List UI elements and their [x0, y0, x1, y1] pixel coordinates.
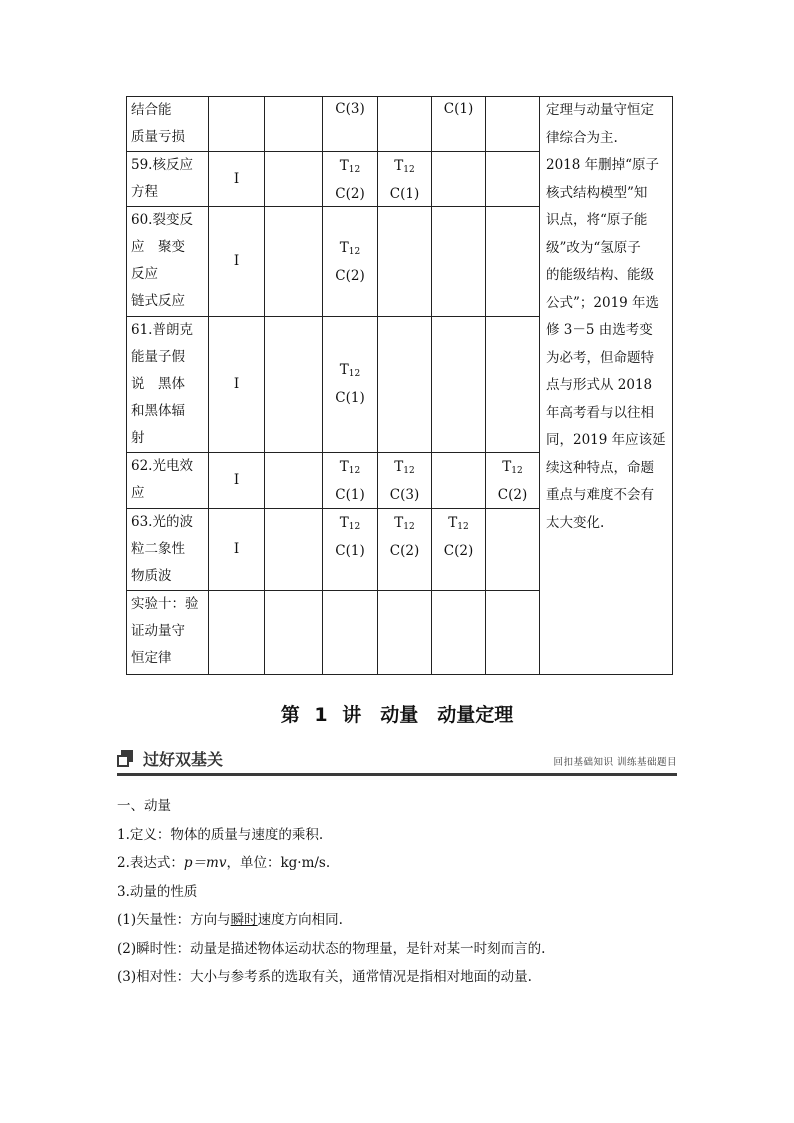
score-code: C(1): [335, 543, 365, 559]
note-line: 续这种特点，命题: [546, 459, 654, 476]
note-line: 年高考看与以往相: [546, 404, 654, 421]
topic-line: 射: [131, 430, 145, 446]
level-cell: I: [209, 207, 265, 317]
topic-line: 链式反应: [131, 293, 185, 309]
question-subscript: 12: [348, 466, 361, 476]
year-cell: [432, 97, 486, 152]
topic-line: 说 黑体: [131, 376, 185, 392]
question-subscript: 12: [348, 369, 361, 379]
question-letter: T: [448, 515, 458, 531]
year-cell: [265, 453, 323, 509]
year-cell: [265, 207, 323, 317]
year-cell: [378, 207, 432, 317]
lecture-title: 第 1 讲 动量 动量定理: [280, 704, 514, 726]
question-letter: T: [394, 459, 404, 475]
question-subscript: 12: [348, 165, 361, 175]
year-cell: [432, 591, 486, 675]
score-code: C(2): [335, 268, 365, 284]
level-cell: I: [209, 152, 265, 207]
year-cell: [323, 97, 378, 152]
table-row: [127, 97, 673, 152]
score-code: C(2): [389, 543, 420, 559]
question-letter: T: [339, 362, 349, 378]
year-cell: [486, 509, 540, 591]
year-cell: [432, 453, 486, 509]
expr-prefix: 2.表达式：: [117, 855, 184, 871]
topic-line: 粒二象性: [131, 541, 185, 557]
question-letter: T: [339, 515, 349, 531]
note-line: 重点与难度不会有: [546, 487, 654, 503]
topic-cell: [127, 97, 209, 152]
expr-suffix: ，单位：kg·m/s.: [226, 855, 331, 871]
expression: [117, 849, 677, 878]
year-cell: [323, 509, 378, 591]
stacked-square-icon: [117, 750, 135, 768]
question-letter: T: [394, 515, 404, 531]
exam-table: [126, 96, 673, 675]
question-subscript: 12: [348, 522, 361, 532]
year-cell: [323, 152, 378, 207]
score-code: C(1): [335, 487, 365, 503]
question-letter: T: [502, 459, 512, 475]
level-cell: [209, 591, 265, 675]
year-cell: [323, 317, 378, 453]
prop1-pre: (1)矢量性：方向与: [117, 912, 231, 928]
question-letter: T: [339, 240, 349, 256]
topic-line: 应 聚变: [131, 239, 185, 255]
note-line: 核式结构模型”知: [546, 184, 648, 201]
level-cell: [209, 97, 265, 152]
topic-line: 实验十：验: [131, 596, 199, 612]
year-cell: [265, 591, 323, 675]
prop-relative: (3)相对性：大小与参考系的选取有关，通常情况是指相对地面的动量.: [117, 969, 532, 985]
section-banner: [117, 748, 677, 772]
year-cell: [265, 317, 323, 453]
year-cell: [323, 591, 378, 675]
year-cell: [486, 453, 540, 509]
note-line: 点与形式从 2018: [546, 377, 653, 393]
year-cell: [486, 152, 540, 207]
question-number: [340, 455, 360, 483]
year-cell: [432, 207, 486, 317]
note-line: 级”改为“氢原子: [546, 239, 641, 256]
topic-line: 应: [131, 485, 145, 501]
topic-cell: [127, 152, 209, 207]
topic-line: 质量亏损: [131, 129, 185, 145]
topic-line: 结合能: [131, 102, 172, 118]
topic-line: 和黑体辐: [131, 403, 185, 419]
props-heading: 3.动量的性质: [117, 883, 198, 900]
note-line: 为必考，但命题特: [546, 349, 654, 366]
year-cell: [265, 152, 323, 207]
question-number: [394, 511, 414, 539]
note-line: 2018 年删掉“原子: [546, 157, 660, 173]
prop-instant: (2)瞬时性：动量是描述物体运动状态的物理量，是针对某一时刻而言的.: [117, 940, 546, 957]
year-cell: [378, 152, 432, 207]
year-cell: [486, 97, 540, 152]
year-cell: [378, 591, 432, 675]
prop-vector: [117, 906, 677, 935]
topic-line: 恒定律: [131, 650, 172, 666]
expr-formula: p＝mv: [183, 855, 227, 871]
year-cell: [432, 509, 486, 591]
note-line: 太大变化.: [546, 514, 605, 531]
topic-line: 59.核反应: [131, 157, 193, 173]
question-number: [340, 511, 360, 539]
question-number: [502, 455, 522, 483]
topic-cell: [127, 207, 209, 317]
level-cell: I: [209, 317, 265, 453]
topic-cell: [127, 591, 209, 675]
question-subscript: 12: [403, 165, 415, 175]
topic-line: 63.光的波: [131, 514, 193, 530]
year-cell: [323, 207, 378, 317]
question-subscript: 12: [348, 247, 361, 257]
score-code: C(1): [335, 390, 365, 406]
year-cell: [486, 207, 540, 317]
note-line: 修 3－5 由选考变: [546, 322, 653, 338]
topic-cell: [127, 317, 209, 453]
section-title: 过好双基关: [143, 750, 224, 769]
year-cell: [378, 97, 432, 152]
year-cell: [378, 453, 432, 509]
year-cell: [432, 152, 486, 207]
topic-line: 物质波: [131, 568, 172, 584]
section-subtitle: 回扣基础知识 训练基础题目: [553, 757, 677, 768]
question-number: [340, 236, 360, 264]
question-letter: T: [339, 158, 349, 174]
question-letter: T: [394, 158, 404, 174]
note-line: 公式”；2019 年选: [546, 294, 660, 311]
score-code: C(1): [389, 186, 420, 202]
topic-line: 62.光电效: [131, 458, 193, 474]
question-subscript: 12: [457, 522, 469, 532]
year-cell: [323, 453, 378, 509]
score-code: C(2): [335, 186, 365, 202]
definition: 1.定义：物体的质量与速度的乘积.: [117, 826, 324, 843]
level-cell: I: [209, 509, 265, 591]
section-rule: [117, 773, 677, 776]
question-number: [340, 358, 360, 386]
question-subscript: 12: [403, 522, 415, 532]
score-code: C(2): [497, 487, 528, 503]
heading-momentum: 一、动量: [117, 798, 171, 814]
prop1-post: 速度方向相同.: [257, 912, 343, 928]
note-line: 识点，将“原子能: [546, 212, 648, 228]
topic-line: 能量子假: [131, 349, 185, 365]
prop1-underline: 瞬时: [230, 912, 258, 928]
topic-cell: [127, 509, 209, 591]
topic-line: 60.裂变反: [131, 212, 193, 228]
note-line: 同，2019 年应该延: [546, 432, 666, 448]
question-number: [394, 154, 414, 182]
year-cell: [265, 509, 323, 591]
question-number: [394, 455, 414, 483]
note-line: 律综合为主.: [546, 129, 618, 146]
question-subscript: 12: [511, 466, 523, 476]
year-cell: [486, 317, 540, 453]
topic-line: 反应: [131, 266, 158, 282]
topic-line: 61.普朗克: [131, 322, 193, 338]
topic-cell: [127, 453, 209, 509]
year-cell: [265, 97, 323, 152]
question-subscript: 12: [403, 466, 415, 476]
question-letter: T: [339, 459, 349, 475]
topic-line: 证动量守: [131, 623, 185, 639]
body-text: [117, 792, 677, 992]
year-cell: [378, 317, 432, 453]
year-cell: [378, 509, 432, 591]
score-code: C(3): [389, 487, 420, 503]
year-cell: [486, 591, 540, 675]
score-code: C(2): [443, 543, 474, 559]
score-code: C(1): [443, 101, 474, 117]
question-number: [448, 511, 468, 539]
note-line: 定理与动量守恒定: [546, 102, 654, 118]
note-line: 的能级结构、能级: [546, 267, 654, 283]
year-cell: [432, 317, 486, 453]
score-code: C(3): [335, 101, 365, 117]
topic-line: 方程: [131, 184, 158, 200]
level-cell: I: [209, 453, 265, 509]
note-cell: [540, 97, 673, 675]
question-number: [340, 154, 360, 182]
